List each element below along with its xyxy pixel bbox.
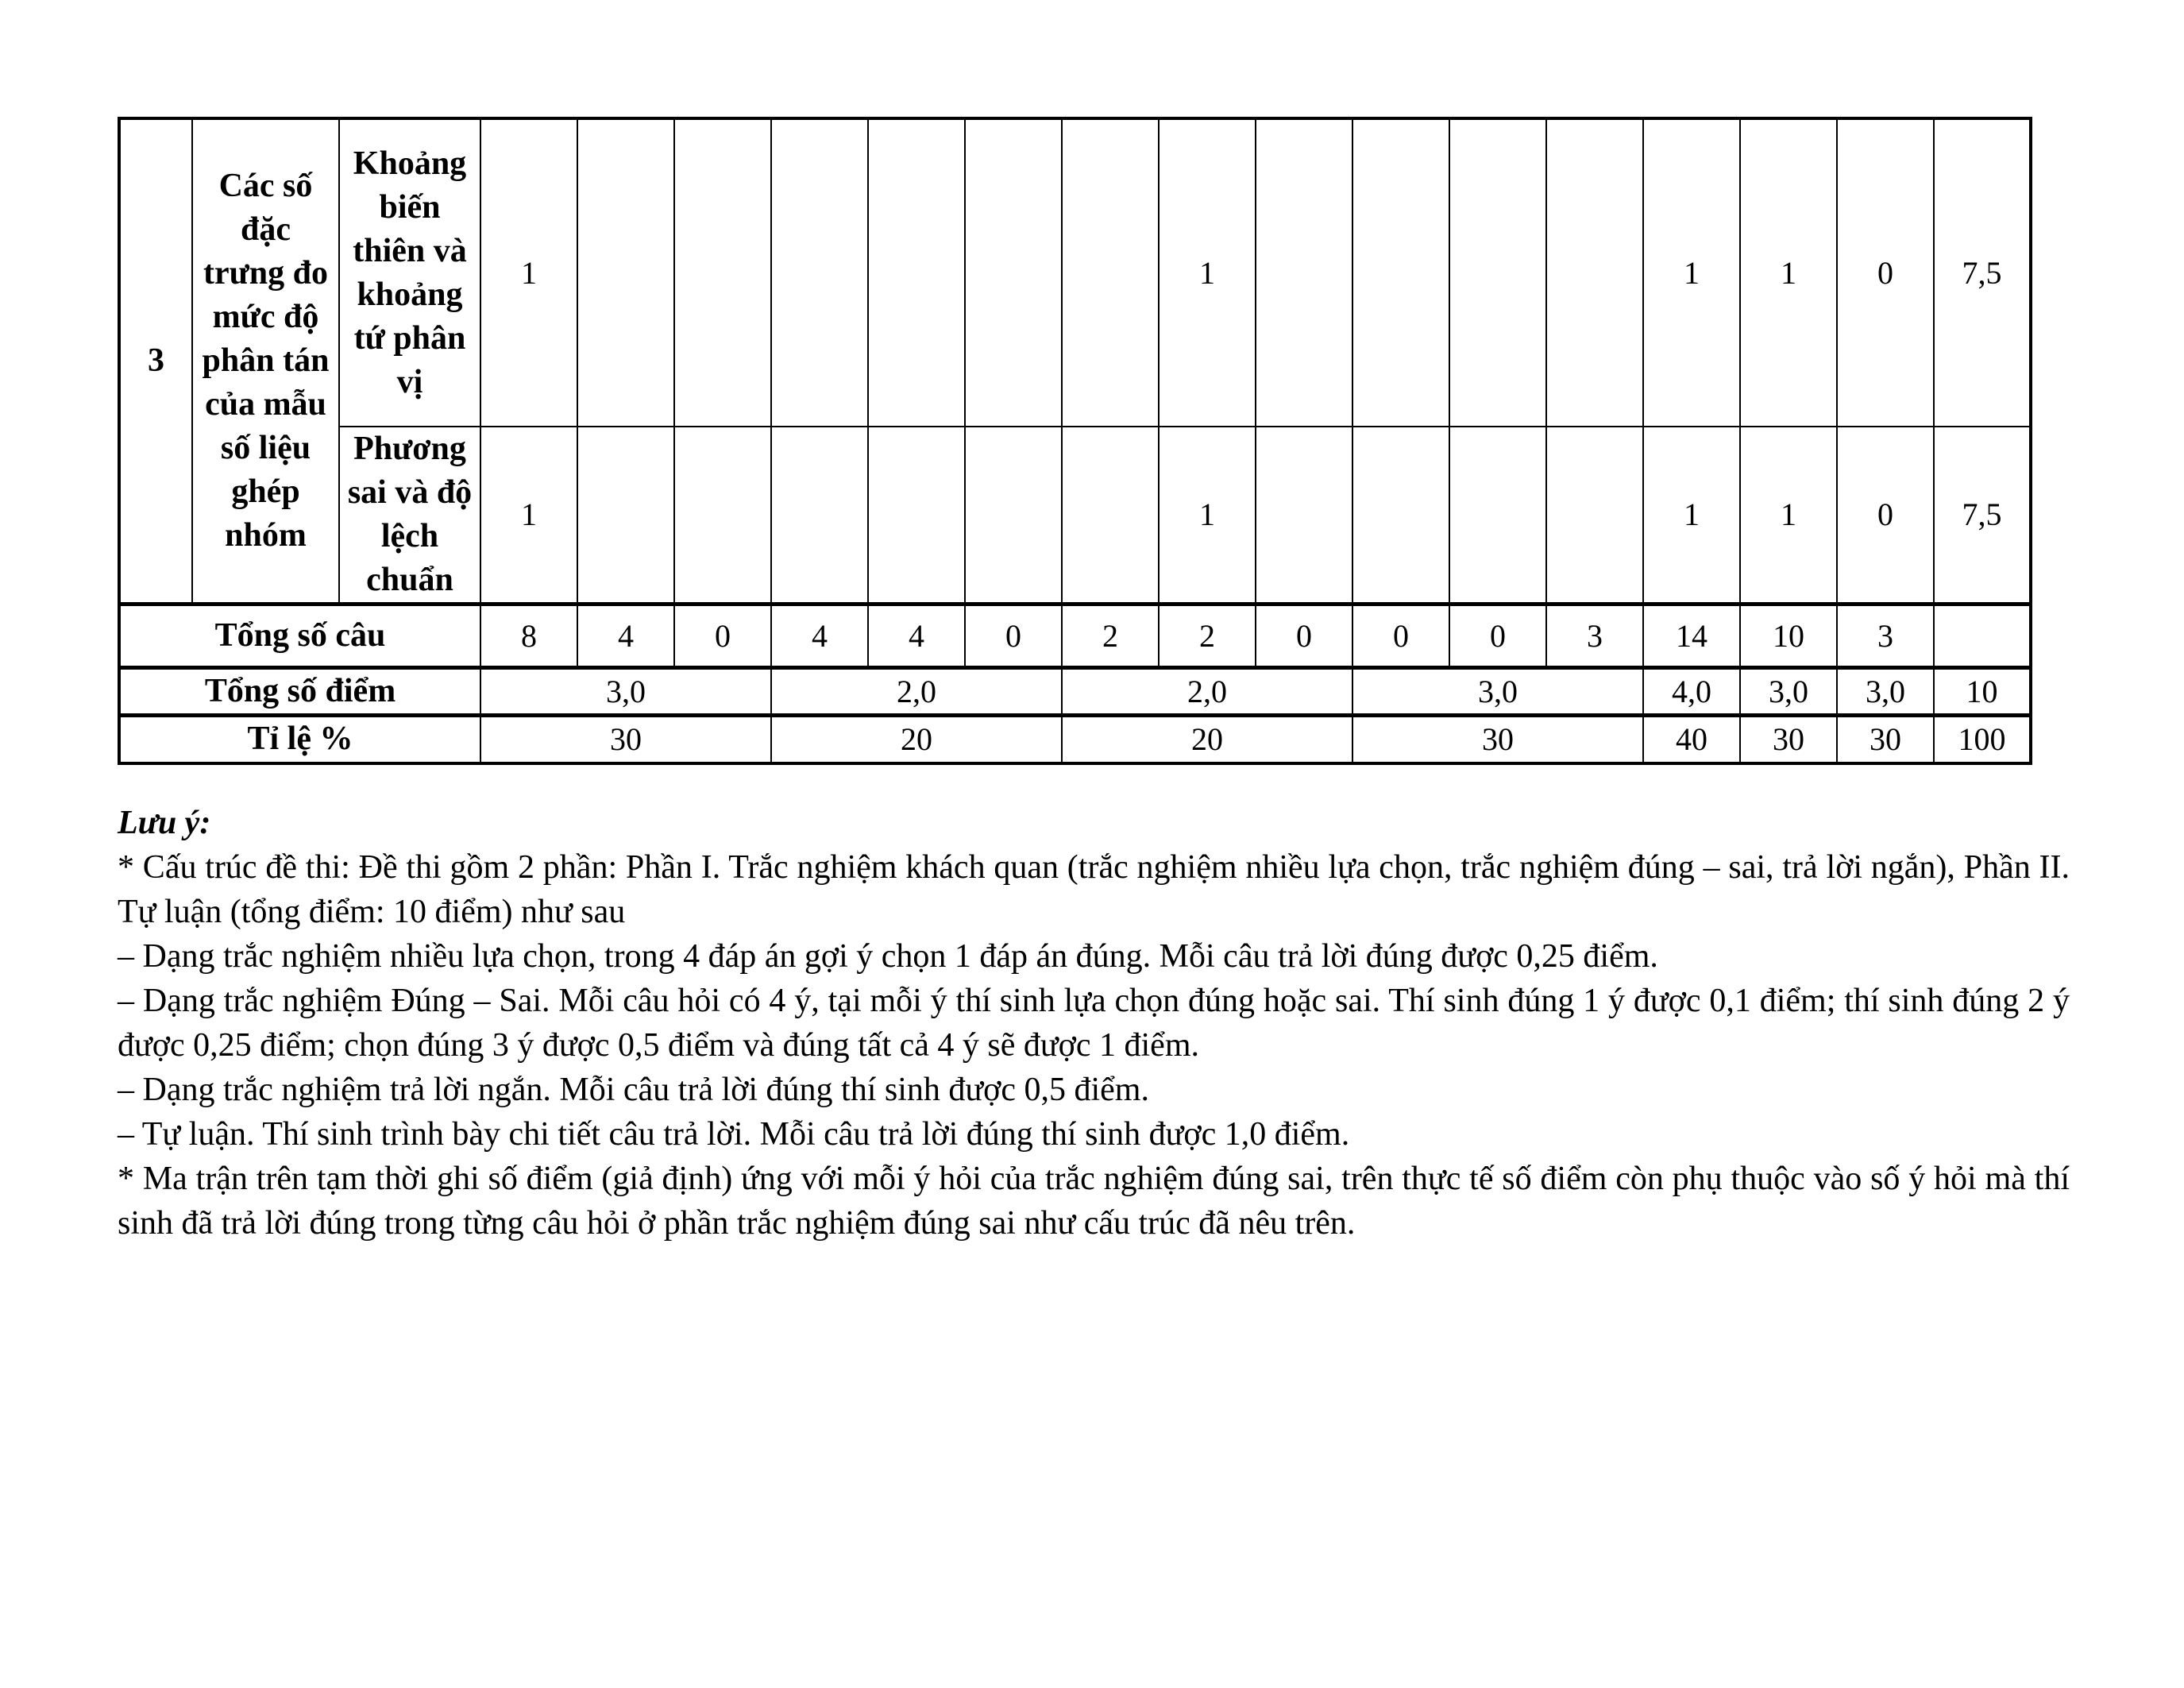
unit-row-2 [119,427,2031,605]
unit-name: Phương sai và độ lệch chuẩn [339,427,480,605]
matrix-cell: 7,5 [1934,118,2031,427]
total-questions-row [119,605,2031,668]
matrix-cell: 30 [1352,716,1643,763]
matrix-cell [1062,427,1159,605]
matrix-cell: 1 [480,427,577,605]
matrix-cell: 30 [1740,716,1837,763]
row-number: 3 [119,118,192,605]
matrix-cell: 100 [1934,716,2031,763]
matrix-cell: 40 [1643,716,1740,763]
matrix-cell: 1 [1159,427,1256,605]
note-paragraph-truefalse: – Dạng trắc nghiệm Đúng – Sai. Mỗi câu hỏi có 4 ý, tại mỗi ý thí sinh lựa chọn đúng hoặc sai. Thí sinh đúng 1 ý được 0,1 điểm; thí sinh đúng 2 ý được 0,25 điểm; chọn đúng 3 ý được 0,5 điểm và đúng tất cả 4 ý sẽ được 1 điểm. [118,983,2070,1064]
total-questions-label: Tổng số câu [119,605,480,668]
matrix-cell: 30 [1837,716,1934,763]
percent-row [119,716,2031,763]
matrix-cell [868,427,965,605]
matrix-cell: 1 [1643,118,1740,427]
matrix-cell [674,118,771,427]
note-paragraph-structure: * Cấu trúc đề thi: Đề thi gồm 2 phần: Phần I. Trắc nghiệm khách quan (trắc nghiệm nhiều lựa chọn, trắc nghiệm đúng – sai, trả lời ngắn), Phần II. Tự luận (tổng điểm: 10 điểm) như sau [118,849,2070,930]
matrix-cell: 0 [674,605,771,668]
matrix-cell [1352,118,1449,427]
percent-label: Tỉ lệ % [119,716,480,763]
matrix-cell [1934,605,2031,668]
matrix-cell [965,427,1062,605]
topic-name: Các số đặc trưng đo mức độ phân tán của mẫu số liệu ghép nhóm [192,118,339,605]
matrix-cell [577,427,674,605]
matrix-cell [965,118,1062,427]
matrix-cell: 0 [1256,605,1352,668]
matrix-cell: 0 [965,605,1062,668]
unit-name: Khoảng biến thiên và khoảng tứ phân vị [339,118,480,427]
note-paragraph-mcq: – Dạng trắc nghiệm nhiều lựa chọn, trong 4 đáp án gợi ý chọn 1 đáp án đúng. Mỗi câu trả lời đúng được 0,25 điểm. [118,938,1658,975]
matrix-cell: 8 [480,605,577,668]
matrix-cell [1256,427,1352,605]
matrix-cell: 2,0 [1062,668,1352,716]
note-paragraph-essay: – Tự luận. Thí sinh trình bày chi tiết câu trả lời. Mỗi câu trả lời đúng thí sinh được 1,0 điểm. [118,1116,1350,1153]
matrix-cell [1449,427,1546,605]
matrix-cell: 1 [1740,427,1837,605]
unit-row-1 [119,118,2031,427]
matrix-cell [771,427,868,605]
matrix-cell: 2,0 [771,668,1062,716]
matrix-cell: 14 [1643,605,1740,668]
total-points-row [119,668,2031,716]
matrix-cell [1352,427,1449,605]
matrix-cell [771,118,868,427]
matrix-cell: 10 [1934,668,2031,716]
matrix-cell: 1 [1740,118,1837,427]
matrix-cell [1062,118,1159,427]
matrix-cell: 3,0 [1837,668,1934,716]
notes-title: Lưu ý: [118,805,211,841]
matrix-cell [868,118,965,427]
matrix-cell: 4 [577,605,674,668]
matrix-cell: 3,0 [480,668,771,716]
matrix-cell: 4,0 [1643,668,1740,716]
matrix-cell: 0 [1449,605,1546,668]
matrix-cell: 1 [1643,427,1740,605]
matrix-cell: 3,0 [1740,668,1837,716]
note-paragraph-matrix-disclaimer: * Ma trận trên tạm thời ghi số điểm (giả định) ứng với mỗi ý hỏi của trắc nghiệm đúng sai, trên thực tế số điểm còn phụ thuộc vào số ý hỏi mà thí sinh đã trả lời đúng trong từng câu hỏi ở phần trắc nghiệm đúng sai như cấu trúc đã nêu trên. [118,1161,2070,1242]
matrix-cell: 2 [1062,605,1159,668]
matrix-cell [1546,118,1643,427]
matrix-cell: 0 [1837,427,1934,605]
matrix-cell: 10 [1740,605,1837,668]
matrix-cell: 30 [480,716,771,763]
matrix-cell [1449,118,1546,427]
matrix-cell: 3 [1837,605,1934,668]
matrix-cell: 3,0 [1352,668,1643,716]
note-paragraph-shortanswer: – Dạng trắc nghiệm trả lời ngắn. Mỗi câu trả lời đúng thí sinh được 0,5 điểm. [118,1072,1149,1108]
matrix-cell [1256,118,1352,427]
matrix-cell: 2 [1159,605,1256,668]
notes-section [118,801,2070,1246]
matrix-cell: 20 [1062,716,1352,763]
matrix-cell: 1 [480,118,577,427]
matrix-cell: 4 [771,605,868,668]
matrix-cell [1546,427,1643,605]
matrix-cell [674,427,771,605]
matrix-cell: 4 [868,605,965,668]
matrix-cell: 7,5 [1934,427,2031,605]
matrix-cell: 20 [771,716,1062,763]
matrix-cell: 3 [1546,605,1643,668]
matrix-cell: 1 [1159,118,1256,427]
matrix-cell [577,118,674,427]
total-points-label: Tổng số điểm [119,668,480,716]
matrix-cell: 0 [1352,605,1449,668]
exam-matrix-table [118,117,2032,765]
matrix-cell: 0 [1837,118,1934,427]
